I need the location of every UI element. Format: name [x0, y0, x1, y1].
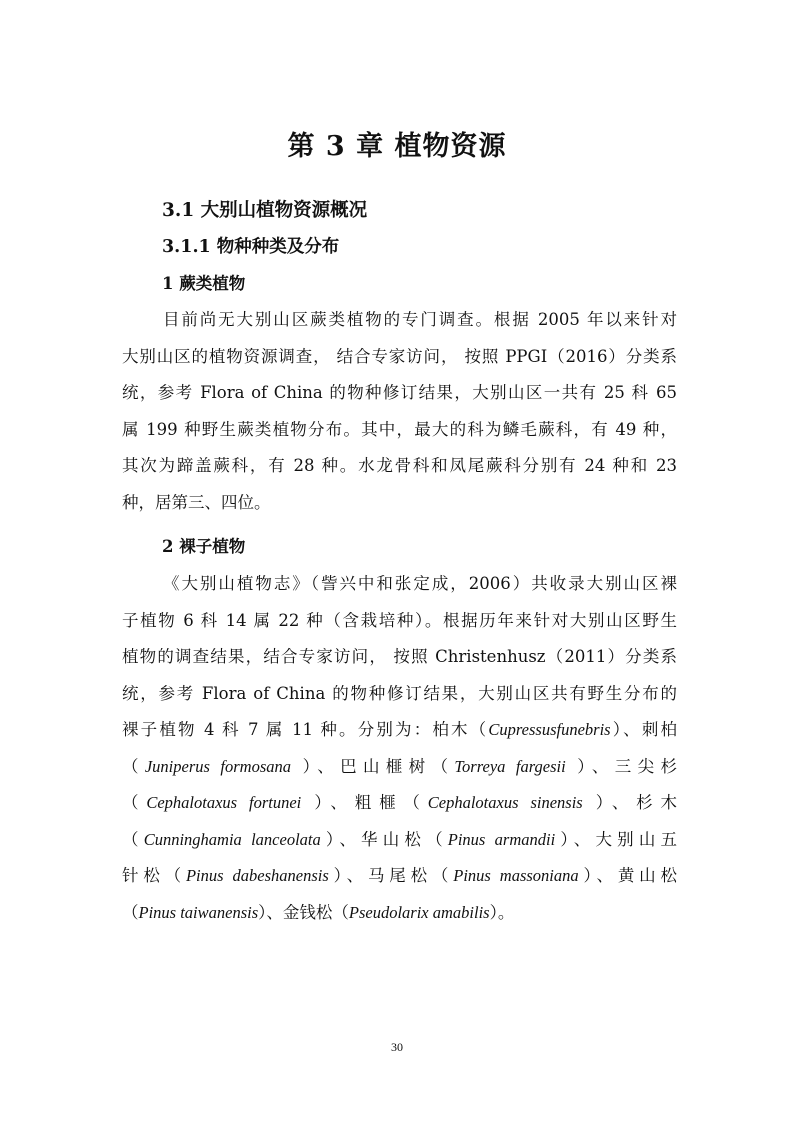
text-run: ）、刺柏: [610, 720, 678, 739]
text-line: [122, 822, 677, 859]
subsection-heading: 3.1.1 物种种类及分布: [162, 237, 340, 257]
text-line: [122, 712, 677, 749]
text-line: 属 199 种野生蕨类植物分布。其中，最大的科为鳞毛蕨科，有 49 种，: [122, 419, 677, 439]
gymnosperms-heading: 2 裸子植物: [162, 537, 246, 556]
text-line: [122, 858, 677, 895]
species-name: Cephalotaxus sinensis: [427, 793, 583, 812]
gymnosperms-paragraph: [122, 566, 677, 931]
text-line: 大别山区的植物资源调查， 结合专家访问， 按照 PPGI（2016）分类系: [122, 346, 677, 366]
text-line: [122, 749, 677, 786]
text-run: ）、杉木: [582, 793, 678, 812]
text-line: 种，居第三、四位。: [122, 492, 271, 512]
text-run: （: [122, 793, 147, 812]
species-name: Pseudolarix amabilis: [348, 902, 490, 922]
text-line: 目前尚无大别山区蕨类植物的专门调查。根据 2005 年以来针对: [163, 310, 677, 329]
page-number: 30: [391, 1040, 403, 1054]
ferns-paragraph: [122, 302, 677, 521]
text-run: ）、金钱松（: [258, 902, 349, 922]
section-heading: 3.1 大别山植物资源概况: [162, 200, 368, 221]
text-run: ）、巴山榧树（: [291, 756, 455, 776]
species-name: Cunninghamia lanceolata: [143, 829, 321, 849]
text-run: ）、三尖杉: [565, 756, 677, 776]
text-run: ）。: [489, 902, 515, 922]
species-name: Pinus taiwanensis: [138, 902, 259, 922]
text-line: 统，参考 Flora of China 的物种修订结果，大别山区一共有 25 科 65: [122, 383, 677, 402]
text-line: 其次为蹄盖蕨科，有 28 种。水龙骨科和凤尾蕨科分别有 24 种和 23: [122, 456, 677, 475]
text-run: ）、大别山五: [555, 829, 678, 849]
ferns-heading: 1 蕨类植物: [162, 274, 246, 293]
species-name: Pinus massoniana: [453, 866, 579, 885]
text-run: （: [122, 829, 144, 849]
text-run: ）、华山松（: [320, 829, 448, 849]
text-line: [122, 895, 677, 932]
text-run: ）、马尾松（: [328, 866, 454, 885]
text-line: 植物的调查结果，结合专家访问， 按照 Christenhusz（2011）分类系: [122, 647, 677, 666]
text-line: [122, 785, 677, 822]
species-name: Juniperus formosana: [144, 756, 292, 776]
species-name: Pinus armandii: [447, 829, 556, 849]
text-run: ）、粗榧（: [301, 793, 428, 812]
species-name: Cephalotaxus fortunei: [146, 793, 302, 812]
species-name: Cupressusfunebris: [488, 720, 611, 739]
text-line: 统，参考 Flora of China 的物种修订结果，大别山区共有野生分布的: [122, 683, 677, 703]
text-run: 针松（: [122, 866, 186, 885]
text-run: 裸子植物 4 科 7 属 11 种。分别为：柏木（: [122, 720, 489, 739]
text-line: 《大别山植物志》（訾兴中和张定成，2006）共收录大别山区裸: [163, 574, 677, 593]
text-run: （: [122, 756, 145, 776]
chapter-title: 第 3 章 植物资源: [287, 131, 507, 162]
text-line: 子植物 6 科 14 属 22 种（含栽培种）。根据历年来针对大别山区野生: [122, 610, 677, 630]
text-run: （: [122, 902, 139, 922]
species-name: Torreya fargesii: [454, 756, 566, 776]
species-name: Pinus dabeshanensis: [185, 866, 329, 885]
text-run: ）、黄山松: [578, 866, 677, 885]
